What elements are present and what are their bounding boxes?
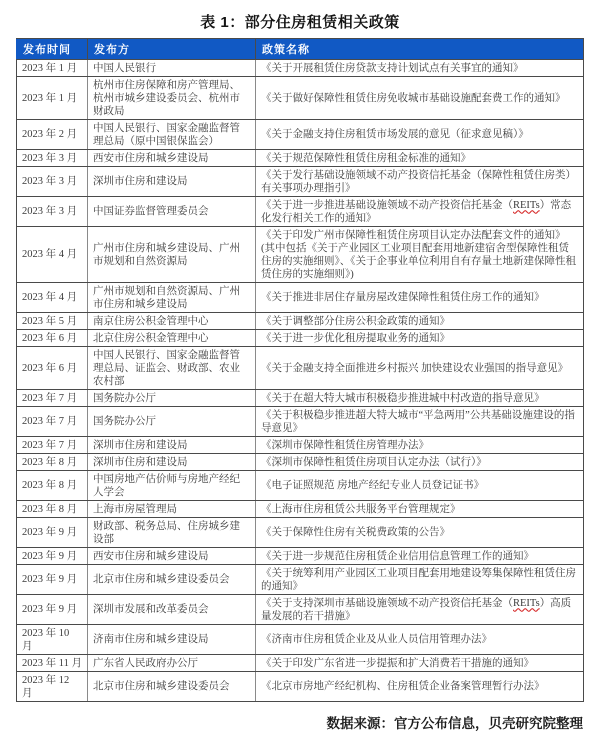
table-row [17, 595, 584, 625]
table-row [17, 313, 584, 330]
table-row [17, 347, 584, 390]
table-row [17, 167, 584, 197]
table-row [17, 120, 584, 150]
table-row [17, 227, 584, 283]
policy-table-body [17, 60, 584, 702]
table-row [17, 625, 584, 655]
policy-cell: 《深圳市保障性租赁住房项目认定办法（试行）》 [256, 454, 584, 471]
date-cell: 2023 年 6 月 [17, 330, 88, 347]
publisher-cell: 深圳市住房和建设局 [88, 454, 256, 471]
publisher-cell: 北京市住房和城乡建设委员会 [88, 565, 256, 595]
header-cell-date: 发布时间 [17, 39, 88, 60]
policy-cell: 《关于推进非居住存量房屋改建保障性租赁住房工作的通知》 [256, 283, 584, 313]
policy-cell: 《关于金融支持全面推进乡村振兴 加快建设农业强国的指导意见》 [256, 347, 584, 390]
policy-cell: 《关于保障性住房有关税费政策的公告》 [256, 518, 584, 548]
table-row [17, 471, 584, 501]
date-cell: 2023 年 7 月 [17, 390, 88, 407]
policy-cell: 《关于进一步规范住房租赁企业信用信息管理工作的通知》 [256, 548, 584, 565]
date-cell: 2023 年 12 月 [17, 672, 88, 702]
date-cell: 2023 年 3 月 [17, 197, 88, 227]
policy-cell: 《济南市住房租赁企业及从业人员信用管理办法》 [256, 625, 584, 655]
policy-cell: 《深圳市保障性租赁住房管理办法》 [256, 437, 584, 454]
date-cell: 2023 年 7 月 [17, 437, 88, 454]
publisher-cell: 杭州市住房保障和房产管理局、杭州市城乡建设委员会、杭州市财政局 [88, 77, 256, 120]
table-row [17, 330, 584, 347]
policy-cell: 《关于在超大特大城市积极稳步推进城中村改造的指导意见》 [256, 390, 584, 407]
date-cell: 2023 年 3 月 [17, 150, 88, 167]
policy-cell: 《北京市房地产经纪机构、住房租赁企业备案管理暂行办法》 [256, 672, 584, 702]
date-cell: 2023 年 9 月 [17, 565, 88, 595]
table-row [17, 390, 584, 407]
table-row [17, 454, 584, 471]
table-row [17, 407, 584, 437]
reits-wavy-underline: REITs [513, 597, 540, 609]
policy-cell: 《关于积极稳步推进超大特大城市“平急两用”公共基础设施建设的指导意见》 [256, 407, 584, 437]
policy-cell: 《关于发行基础设施领域不动产投资信托基金（保障性租赁住房类）有关事项办理指引》 [256, 167, 584, 197]
table-row [17, 283, 584, 313]
table-header-row [17, 39, 584, 60]
publisher-cell: 深圳市发展和改革委员会 [88, 595, 256, 625]
table-row [17, 565, 584, 595]
header-cell-publisher: 发布方 [88, 39, 256, 60]
date-cell: 2023 年 5 月 [17, 313, 88, 330]
date-cell: 2023 年 9 月 [17, 595, 88, 625]
policy-cell: 《关于统筹利用产业园区工业项目配套用地建设筹集保障性租赁住房的通知》 [256, 565, 584, 595]
policy-cell: 《关于做好保障性租赁住房免收城市基础设施配套费工作的通知》 [256, 77, 584, 120]
policy-cell: 《关于调整部分住房公积金政策的通知》 [256, 313, 584, 330]
table-row [17, 197, 584, 227]
policy-cell: 《关于金融支持住房租赁市场发展的意见（征求意见稿）》 [256, 120, 584, 150]
publisher-cell: 中国人民银行、国家金融监督管理总局、证监会、财政部、农业农村部 [88, 347, 256, 390]
publisher-cell: 西安市住房和城乡建设局 [88, 150, 256, 167]
publisher-cell: 国务院办公厅 [88, 407, 256, 437]
policy-cell: 《关于支持深圳市基础设施领域不动产投资信托基金（REITs）高质量发展的若干措施》 [256, 595, 584, 625]
publisher-cell: 南京住房公积金管理中心 [88, 313, 256, 330]
publisher-cell: 广州市规划和自然资源局、广州市住房和城乡建设局 [88, 283, 256, 313]
date-cell: 2023 年 10 月 [17, 625, 88, 655]
policy-cell: 《上海市住房租赁公共服务平台管理规定》 [256, 501, 584, 518]
date-cell: 2023 年 9 月 [17, 548, 88, 565]
publisher-cell: 广州市住房和城乡建设局、广州市规划和自然资源局 [88, 227, 256, 283]
policy-cell: 《关于进一步优化租房提取业务的通知》 [256, 330, 584, 347]
publisher-cell: 中国房地产估价师与房地产经纪人学会 [88, 471, 256, 501]
table-row [17, 150, 584, 167]
publisher-cell: 北京住房公积金管理中心 [88, 330, 256, 347]
publisher-cell: 国务院办公厅 [88, 390, 256, 407]
policy-cell: 《关于进一步推进基础设施领域不动产投资信托基金（REITs）常态化发行相关工作的通知》 [256, 197, 584, 227]
publisher-cell: 广东省人民政府办公厅 [88, 655, 256, 672]
policy-table [16, 38, 584, 702]
table-row [17, 548, 584, 565]
date-cell: 2023 年 1 月 [17, 60, 88, 77]
table-row [17, 518, 584, 548]
date-cell: 2023 年 8 月 [17, 471, 88, 501]
date-cell: 2023 年 2 月 [17, 120, 88, 150]
source-note: 数据来源：官方公布信息，贝壳研究院整理 [326, 716, 583, 731]
publisher-cell: 深圳市住房和建设局 [88, 167, 256, 197]
date-cell: 2023 年 4 月 [17, 283, 88, 313]
date-cell: 2023 年 7 月 [17, 407, 88, 437]
publisher-cell: 济南市住房和城乡建设局 [88, 625, 256, 655]
date-cell: 2023 年 8 月 [17, 501, 88, 518]
table-row [17, 501, 584, 518]
date-cell: 2023 年 11 月 [17, 655, 88, 672]
publisher-cell: 中国人民银行、国家金融监督管理总局（原中国银保监会） [88, 120, 256, 150]
publisher-cell: 财政部、税务总局、住房城乡建设部 [88, 518, 256, 548]
table-row [17, 437, 584, 454]
table-row [17, 672, 584, 702]
table-row [17, 77, 584, 120]
policy-cell: 《关于规范保障性租赁住房租金标准的通知》 [256, 150, 584, 167]
date-cell: 2023 年 3 月 [17, 167, 88, 197]
date-cell: 2023 年 9 月 [17, 518, 88, 548]
date-cell: 2023 年 8 月 [17, 454, 88, 471]
date-cell: 2023 年 6 月 [17, 347, 88, 390]
page-title: 表 1：部分住房租赁相关政策 [200, 14, 400, 31]
date-cell: 2023 年 4 月 [17, 227, 88, 283]
table-row [17, 655, 584, 672]
policy-cell: 《关于开展租赁住房贷款支持计划试点有关事宜的通知》 [256, 60, 584, 77]
publisher-cell: 中国人民银行 [88, 60, 256, 77]
policy-cell: 《关于印发广东省进一步提振和扩大消费若干措施的通知》 [256, 655, 584, 672]
publisher-cell: 上海市房屋管理局 [88, 501, 256, 518]
table-row [17, 60, 584, 77]
publisher-cell: 北京市住房和城乡建设委员会 [88, 672, 256, 702]
reits-wavy-underline: REITs [513, 199, 540, 211]
publisher-cell: 西安市住房和城乡建设局 [88, 548, 256, 565]
date-cell: 2023 年 1 月 [17, 77, 88, 120]
publisher-cell: 中国证券监督管理委员会 [88, 197, 256, 227]
policy-cell: 《关于印发广州市保障性租赁住房项目认定办法配套文件的通知》(其中包括《关于产业园区工业项目配套用地新建宿舍型保障性租赁住房的实施细则》、《关于企事业单位利用自有存量土地新建保障性租赁住房的实施细则》) [256, 227, 584, 283]
publisher-cell: 深圳市住房和建设局 [88, 437, 256, 454]
header-cell-policy: 政策名称 [256, 39, 584, 60]
policy-cell: 《电子证照规范 房地产经纪专业人员登记证书》 [256, 471, 584, 501]
